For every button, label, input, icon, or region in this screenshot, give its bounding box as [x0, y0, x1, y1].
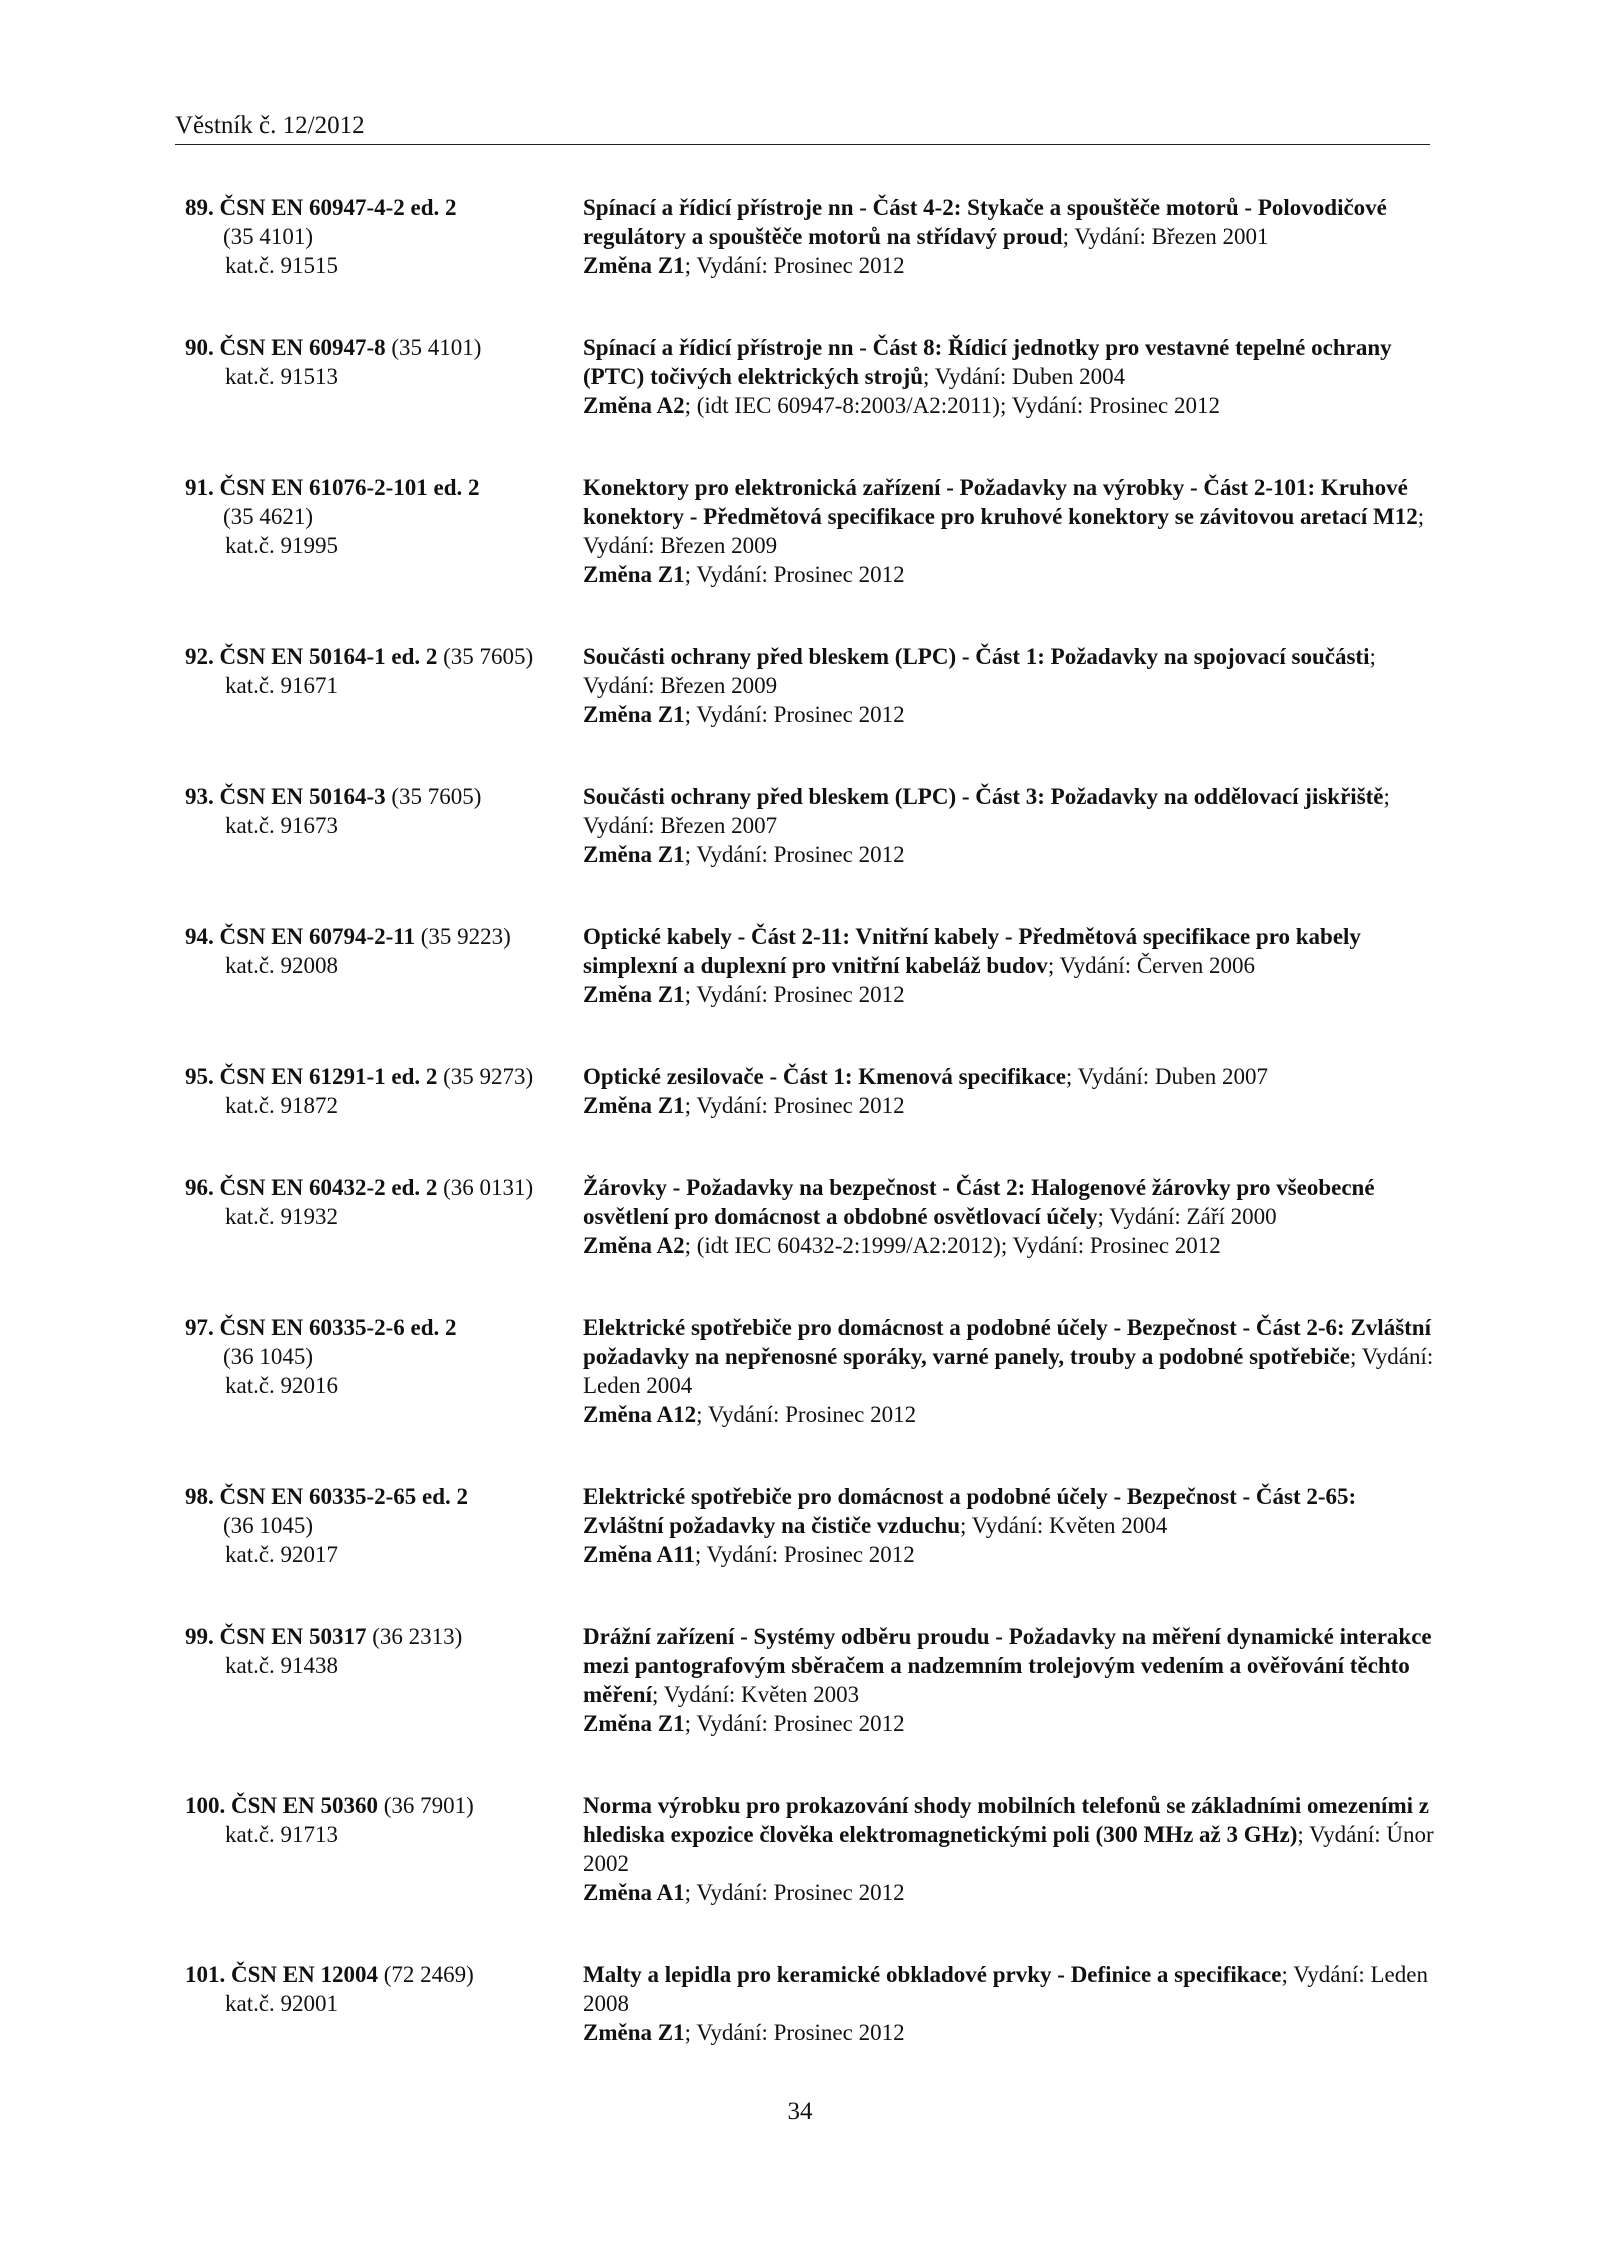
classification-code: (72 2469) — [383, 1962, 474, 1987]
standard-code: ČSN EN 50164-1 ed. 2 — [219, 644, 438, 669]
standard-title: Optické kabely - Část 2-11: Vnitřní kabely - Předmětová specifikace pro kabely simplexní a duplexní pro vnitřní kabeláž budov — [583, 924, 1361, 978]
change-label: Změna A2 — [583, 393, 685, 418]
classification-code: (36 0131) — [443, 1175, 534, 1200]
change-label: Změna Z1 — [583, 702, 685, 727]
standard-code: ČSN EN 12004 — [231, 1962, 378, 1987]
issue-date: ; Vydání: Únor 2002 — [583, 1822, 1434, 1876]
entry-description — [583, 1622, 1435, 1738]
entry-identifier — [185, 1062, 583, 1120]
change-details: ; Vydání: Prosinec 2012 — [684, 253, 905, 278]
entry-identifier — [185, 473, 583, 589]
change-details: ; Vydání: Prosinec 2012 — [684, 1711, 905, 1736]
classification-code: (35 7605) — [391, 784, 482, 809]
entry-number: 99. — [185, 1624, 214, 1649]
page-header — [175, 110, 1430, 145]
entry-identifier — [185, 1482, 583, 1569]
issue-date: ; Vydání: Leden 2004 — [583, 1344, 1434, 1398]
standard-code: ČSN EN 60432-2 ed. 2 — [219, 1175, 438, 1200]
entry-identifier — [185, 1173, 583, 1260]
change-label: Změna Z1 — [583, 2020, 685, 2045]
catalog-number: kat.č. 91932 — [225, 1204, 339, 1229]
change-details: ; (idt IEC 60432-2:1999/A2:2012); Vydání: Prosinec 2012 — [684, 1233, 1221, 1258]
issue-date: ; Vydání: Březen 2009 — [583, 644, 1376, 698]
change-label: Změna A1 — [583, 1880, 685, 1905]
issue-date: ; Vydání: Leden 2008 — [583, 1962, 1428, 2016]
catalog-number: kat.č. 91671 — [225, 673, 339, 698]
entry-description — [583, 642, 1435, 729]
entry-description — [583, 782, 1435, 869]
standard-title: Elektrické spotřebiče pro domácnost a podobné účely - Bezpečnost - Část 2-6: Zvláštní požadavky na nepřenosné sporáky, varné panely, trouby a podobné spotřebiče — [583, 1315, 1431, 1369]
list-item — [185, 1062, 1435, 1120]
change-label: Změna Z1 — [583, 253, 685, 278]
entry-description — [583, 193, 1435, 280]
entry-description — [583, 1791, 1435, 1907]
list-item — [185, 1313, 1435, 1429]
issue-date: ; Vydání: Září 2000 — [1097, 1204, 1277, 1229]
entry-number: 89. — [185, 195, 214, 220]
entry-number: 91. — [185, 475, 214, 500]
change-label: Změna A12 — [583, 1402, 697, 1427]
change-details: ; Vydání: Prosinec 2012 — [696, 1402, 917, 1427]
issue-date: ; Vydání: Červen 2006 — [1047, 953, 1256, 978]
entry-identifier — [185, 333, 583, 420]
list-item — [185, 642, 1435, 729]
issue-date: ; Vydání: Březen 2001 — [1062, 224, 1269, 249]
issue-date: ; Vydání: Duben 2007 — [1065, 1064, 1268, 1089]
classification-code: (36 1045) — [223, 1344, 314, 1369]
standard-code: ČSN EN 60947-4-2 ed. 2 — [219, 195, 457, 220]
entry-identifier — [185, 642, 583, 729]
issue-date: ; Vydání: Květen 2004 — [960, 1513, 1168, 1538]
entry-number: 93. — [185, 784, 214, 809]
change-label: Změna Z1 — [583, 842, 685, 867]
standard-code: ČSN EN 60335-2-6 ed. 2 — [219, 1315, 457, 1340]
list-item — [185, 782, 1435, 869]
entry-number: 96. — [185, 1175, 214, 1200]
standard-title: Drážní zařízení - Systémy odběru proudu - Požadavky na měření dynamické interakce mezi pantografovým sběračem a nadzemním trolejovým vedením a ověřování těchto měření — [583, 1624, 1432, 1707]
entry-number: 92. — [185, 644, 214, 669]
entry-description — [583, 1173, 1435, 1260]
bulletin-title: Věstník č. 12/2012 — [175, 112, 365, 139]
catalog-number: kat.č. 92001 — [225, 1991, 339, 2016]
list-item — [185, 1622, 1435, 1738]
catalog-number: kat.č. 91872 — [225, 1093, 339, 1118]
change-label: Změna Z1 — [583, 1711, 685, 1736]
entry-description — [583, 1313, 1435, 1429]
standard-code: ČSN EN 60947-8 — [219, 335, 386, 360]
list-item — [185, 1791, 1435, 1907]
entry-identifier — [185, 193, 583, 280]
issue-date: ; Vydání: Březen 2009 — [583, 504, 1425, 558]
entry-identifier — [185, 782, 583, 869]
catalog-number: kat.č. 92017 — [225, 1542, 339, 1567]
standard-code: ČSN EN 50164-3 — [219, 784, 386, 809]
list-item — [185, 1482, 1435, 1569]
entry-identifier — [185, 1960, 583, 2047]
standard-code: ČSN EN 50317 — [219, 1624, 367, 1649]
page-number: 34 — [787, 2098, 813, 2125]
standards-list — [185, 193, 1435, 2047]
issue-date: ; Vydání: Duben 2004 — [923, 364, 1126, 389]
standard-title: Norma výrobku pro prokazování shody mobilních telefonů se základními omezeními z hlediska expozice člověka elektromagnetickými poli (300 MHz až 3 GHz) — [583, 1793, 1429, 1847]
standard-title: Elektrické spotřebiče pro domácnost a podobné účely - Bezpečnost - Část 2-65: Zvláštní požadavky na čističe vzduchu — [583, 1484, 1357, 1538]
change-details: ; Vydání: Prosinec 2012 — [684, 562, 905, 587]
classification-code: (35 7605) — [443, 644, 534, 669]
standard-title: Součásti ochrany před bleskem (LPC) - Část 3: Požadavky na oddělovací jiskřiště — [583, 784, 1384, 809]
change-details: ; Vydání: Prosinec 2012 — [684, 1880, 905, 1905]
change-label: Změna A11 — [583, 1542, 695, 1567]
entry-description — [583, 922, 1435, 1009]
entry-description — [583, 473, 1435, 589]
entry-number: 90. — [185, 335, 214, 360]
catalog-number: kat.č. 91995 — [225, 533, 339, 558]
entry-number: 94. — [185, 924, 214, 949]
change-details: ; Vydání: Prosinec 2012 — [684, 702, 905, 727]
classification-code: (35 4101) — [391, 335, 482, 360]
catalog-number: kat.č. 92016 — [225, 1373, 339, 1398]
standard-title: Součásti ochrany před bleskem (LPC) - Část 1: Požadavky na spojovací součásti — [583, 644, 1370, 669]
standard-code: ČSN EN 61291-1 ed. 2 — [219, 1064, 438, 1089]
entry-number: 100. — [185, 1793, 226, 1818]
entry-description — [583, 1960, 1435, 2047]
list-item — [185, 473, 1435, 589]
standard-title: Žárovky - Požadavky na bezpečnost - Část 2: Halogenové žárovky pro všeobecné osvětlení pro domácnost a obdobné osvětlovací účely — [583, 1175, 1375, 1229]
entry-number: 98. — [185, 1484, 214, 1509]
classification-code: (35 9223) — [420, 924, 511, 949]
standard-code: ČSN EN 60335-2-65 ed. 2 — [219, 1484, 469, 1509]
standard-code: ČSN EN 50360 — [231, 1793, 378, 1818]
catalog-number: kat.č. 91513 — [225, 364, 339, 389]
catalog-number: kat.č. 91713 — [225, 1822, 339, 1847]
entry-identifier — [185, 1622, 583, 1738]
entry-description — [583, 1062, 1435, 1120]
entry-identifier — [185, 1313, 583, 1429]
entry-identifier — [185, 1791, 583, 1907]
catalog-number: kat.č. 91673 — [225, 813, 339, 838]
list-item — [185, 193, 1435, 280]
standard-title: Konektory pro elektronická zařízení - Požadavky na výrobky - Část 2-101: Kruhové konektory - Předmětová specifikace pro kruhové konektory se závitovou aretací M12 — [583, 475, 1418, 529]
list-item — [185, 333, 1435, 420]
standard-title: Malty a lepidla pro keramické obkladové prvky - Definice a specifikace — [583, 1962, 1282, 1987]
entry-number: 101. — [185, 1962, 226, 1987]
standard-title: Optické zesilovače - Část 1: Kmenová specifikace — [583, 1064, 1066, 1089]
entry-description — [583, 1482, 1435, 1569]
classification-code: (36 2313) — [372, 1624, 463, 1649]
entry-number: 95. — [185, 1064, 214, 1089]
page-footer — [0, 2098, 1600, 2126]
entry-identifier — [185, 922, 583, 1009]
entry-description — [583, 333, 1435, 420]
catalog-number: kat.č. 91515 — [225, 253, 339, 278]
change-label: Změna Z1 — [583, 562, 685, 587]
change-details: ; Vydání: Prosinec 2012 — [684, 842, 905, 867]
change-label: Změna Z1 — [583, 982, 685, 1007]
change-details: ; Vydání: Prosinec 2012 — [684, 1093, 905, 1118]
change-details: ; Vydání: Prosinec 2012 — [684, 982, 905, 1007]
entry-number: 97. — [185, 1315, 214, 1340]
classification-code: (35 4101) — [223, 224, 314, 249]
standard-code: ČSN EN 61076-2-101 ed. 2 — [219, 475, 480, 500]
list-item — [185, 922, 1435, 1009]
classification-code: (36 1045) — [223, 1513, 314, 1538]
change-label: Změna Z1 — [583, 1093, 685, 1118]
issue-date: ; Vydání: Březen 2007 — [583, 784, 1390, 838]
issue-date: ; Vydání: Květen 2003 — [651, 1682, 860, 1707]
classification-code: (35 9273) — [443, 1064, 534, 1089]
standard-title: Spínací a řídicí přístroje nn - Část 8: Řídicí jednotky pro vestavné tepelné ochrany (PTC) točivých elektrických strojů — [583, 335, 1392, 389]
catalog-number: kat.č. 91438 — [225, 1653, 339, 1678]
change-details: ; (idt IEC 60947-8:2003/A2:2011); Vydání: Prosinec 2012 — [684, 393, 1220, 418]
change-label: Změna A2 — [583, 1233, 685, 1258]
standard-title: Spínací a řídicí přístroje nn - Část 4-2: Stykače a spouštěče motorů - Polovodičové regulátory a spouštěče motorů na střídavý proud — [583, 195, 1387, 249]
classification-code: (36 7901) — [383, 1793, 474, 1818]
list-item — [185, 1173, 1435, 1260]
change-details: ; Vydání: Prosinec 2012 — [684, 2020, 905, 2045]
standard-code: ČSN EN 60794-2-11 — [219, 924, 416, 949]
change-details: ; Vydání: Prosinec 2012 — [694, 1542, 915, 1567]
list-item — [185, 1960, 1435, 2047]
catalog-number: kat.č. 92008 — [225, 953, 339, 978]
classification-code: (35 4621) — [223, 504, 314, 529]
